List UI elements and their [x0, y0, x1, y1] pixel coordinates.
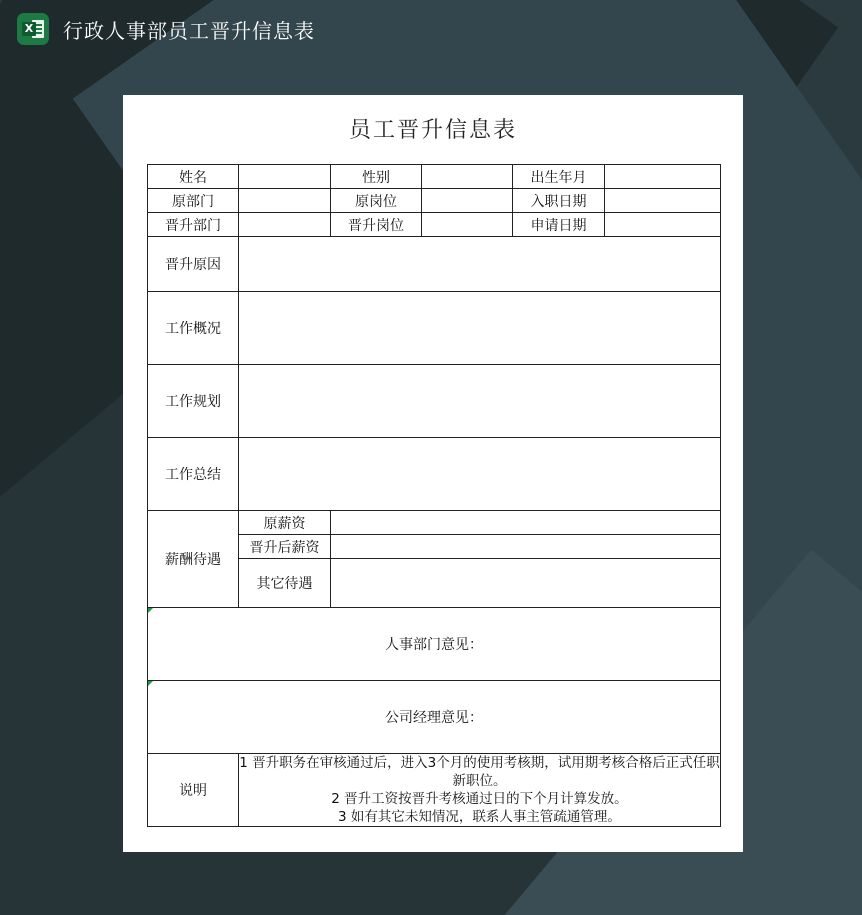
- table-row: [148, 165, 721, 189]
- promo-dept-label: 晋升部门: [148, 213, 239, 237]
- name-label: 姓名: [148, 165, 239, 189]
- window-title: 行政人事部员工晋升信息表: [63, 19, 315, 43]
- table-row: [148, 365, 721, 438]
- title-bar: [0, 0, 862, 58]
- cell-comment-marker: [148, 681, 153, 686]
- promo-reason-field[interactable]: [239, 237, 721, 292]
- orig-post-label: 原岗位: [331, 189, 422, 213]
- table-row: [148, 511, 721, 535]
- promo-post-label: 晋升岗位: [331, 213, 422, 237]
- excel-letter: X: [22, 22, 36, 36]
- other-benefits-field[interactable]: [331, 559, 721, 608]
- table-row: [148, 292, 721, 365]
- hr-opinion-cell[interactable]: [148, 608, 721, 681]
- other-benefits-label: 其它待遇: [239, 559, 331, 608]
- apply-date-field[interactable]: [605, 213, 721, 237]
- promo-dept-field[interactable]: [239, 213, 331, 237]
- work-plan-field[interactable]: [239, 365, 721, 438]
- orig-salary-field[interactable]: [331, 511, 721, 535]
- table-row: [148, 213, 721, 237]
- promo-reason-label: 晋升原因: [148, 237, 239, 292]
- work-overview-label: 工作概况: [148, 292, 239, 365]
- document-title: 员工晋升信息表: [348, 118, 517, 143]
- table-row: [148, 189, 721, 213]
- orig-salary-label: 原薪资: [239, 511, 331, 535]
- document-sheet: [123, 95, 743, 852]
- hr-opinion-label: 人事部门意见：: [385, 637, 483, 653]
- notes-cell: [239, 754, 721, 827]
- work-summary-field[interactable]: [239, 438, 721, 511]
- table-row: [148, 237, 721, 292]
- work-summary-label: 工作总结: [148, 438, 239, 511]
- table-row: [148, 754, 721, 827]
- gender-label: 性别: [331, 165, 422, 189]
- cell-comment-marker: [148, 608, 153, 613]
- birth-field[interactable]: [605, 165, 721, 189]
- table-row: [148, 608, 721, 681]
- compensation-label: 薪酬待遇: [148, 511, 239, 608]
- note-line: 3 如有其它未知情况，联系人事主管疏通管理。: [338, 809, 621, 825]
- work-overview-field[interactable]: [239, 292, 721, 365]
- table-row: [148, 438, 721, 511]
- promo-post-field[interactable]: [422, 213, 513, 237]
- promotion-form-table: [147, 164, 721, 827]
- manager-opinion-label: 公司经理意见：: [385, 710, 483, 726]
- note-line: 2 晋升工资按晋升考核通过日的下个月计算发放。: [331, 791, 628, 807]
- manager-opinion-cell[interactable]: [148, 681, 721, 754]
- apply-date-label: 申请日期: [513, 213, 605, 237]
- join-date-label: 入职日期: [513, 189, 605, 213]
- name-field[interactable]: [239, 165, 331, 189]
- birth-label: 出生年月: [513, 165, 605, 189]
- notes-label: 说明: [148, 754, 239, 827]
- work-plan-label: 工作规划: [148, 365, 239, 438]
- orig-dept-label: 原部门: [148, 189, 239, 213]
- new-salary-label: 晋升后薪资: [239, 535, 331, 559]
- orig-dept-field[interactable]: [239, 189, 331, 213]
- new-salary-field[interactable]: [331, 535, 721, 559]
- orig-post-field[interactable]: [422, 189, 513, 213]
- table-row: [148, 681, 721, 754]
- excel-icon: [17, 13, 49, 45]
- note-line: 1 晋升职务在审核通过后，进入3个月的使用考核期，试用期考核合格后正式任职新职位。: [239, 755, 720, 789]
- join-date-field[interactable]: [605, 189, 721, 213]
- gender-field[interactable]: [422, 165, 513, 189]
